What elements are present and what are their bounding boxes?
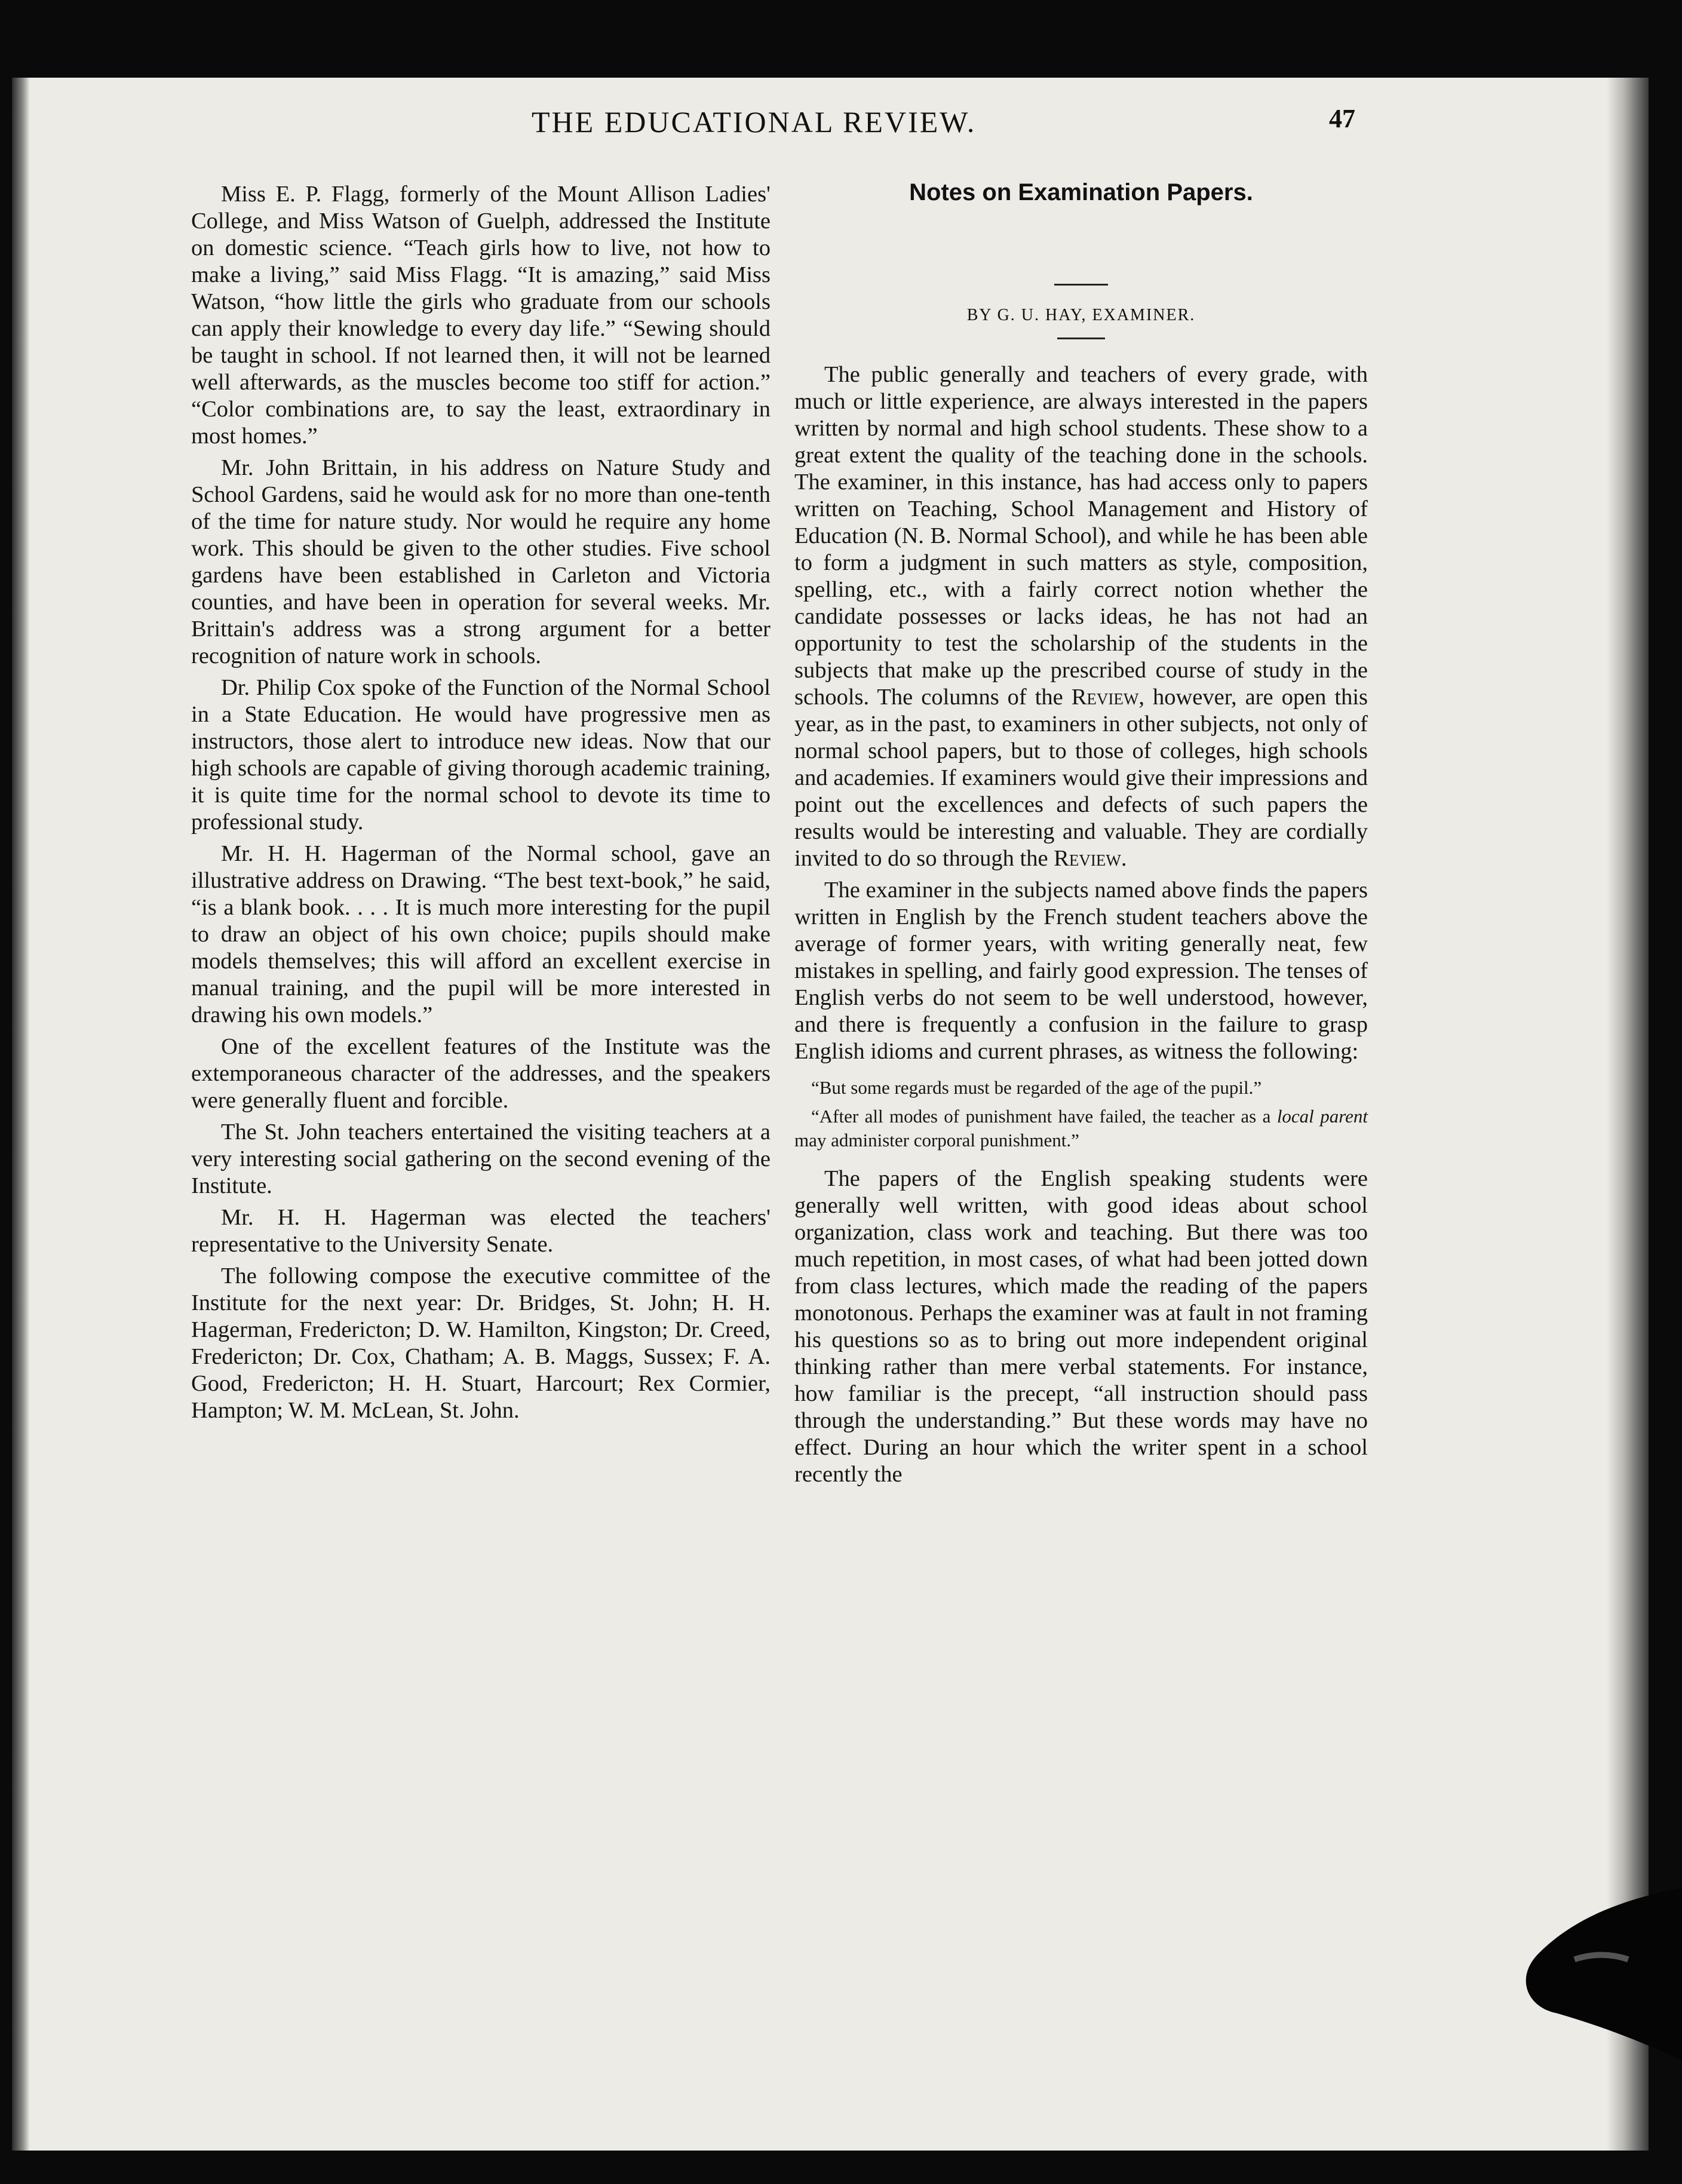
quote-text: “After all modes of punishment have failed, the teacher as a <box>811 1106 1271 1127</box>
paragraph: The St. John teachers entertained the visiting teachers at a very interesting social gathering on the second evening of the Institute. <box>191 1119 771 1198</box>
paragraph: The examiner in the subjects named above finds the papers written in English by the French student teachers above the average of former years, with writing generally neat, few mistakes in spelling, and fairly good expression. The tenses of English verbs do not seem to be well understood, however, and there is frequently a confusion in the failure to grasp English idioms and current phrases, as witness the following: <box>794 878 1368 1064</box>
paragraph: Dr. Philip Cox spoke of the Function of the Normal School in a State Education. He would have progressive men as instructors, those alert to introduce new ideas. Now that our high schools are capable of giving thorough academic training, it is quite time for the normal school to devote its time to professional study. <box>191 675 771 835</box>
paragraph: Mr. H. H. Hagerman of the Normal school, gave an illustrative address on Drawing. “The best text-book,” he said, “is a blank book. . . . It is much more interesting for the pupil to draw an object of his own choice; pupils should make models themselves; this will afford an excellent exercise in manual training, and the pupil will be more interested in drawing his own models.” <box>191 841 771 1027</box>
paragraph-text: The public generally and teachers of every grade, with much or little experience, are always interested in the papers written by normal and high school students. These show to a great extent the quality of the teaching done in the schools. The examiner, in this instance, has had access only to papers written on Teaching, School Management and History of Education (N. B. Normal School), and while he has been able to form a judgment in such matters as style, composition, spelling, etc., with a fairly correct notion whether the candidate possesses or lacks ideas, he has not had an opportunity to test the scholarship of the students in the subjects that make up the prescribed course of study in the schools. The columns of the <box>794 362 1368 710</box>
paragraph: The following compose the executive committee of the Institute for the next year: Dr. Bridges, St. John; H. H. Hagerman, Fredericton; D. W. Hamilton, Kingston; Dr. Creed, Fredericton; Dr. Cox, Chatham; A. B. Maggs, Sussex; F. A. Good, Fredericton; H. H. Stuart, Harcourt; Rex Cormier, Hampton; W. M. McLean, St. John. <box>191 1263 771 1423</box>
paragraph-text: . <box>1121 846 1127 871</box>
journal-title: THE EDUCATIONAL REVIEW. <box>532 105 977 139</box>
quotation: “But some regards must be regarded of the age of the pupil.” <box>811 1077 1262 1098</box>
paragraph <box>794 361 1368 872</box>
paragraph: Mr. John Brittain, in his address on Nature Study and School Gardens, said he would ask for no more than one-tenth of the time for nature study. Nor would he require any home work. This should be given to the other studies. Five school gardens have been established in Carleton and Victoria counties, and have been in operation for several weeks. Mr. Brittain's address was a strong argument for a better recognition of nature work in schools. <box>191 455 771 668</box>
paragraph: The papers of the English speaking students were generally well written, with good ideas about school organization, class work and teaching. But there was too much repetition, in most cases, of what had been jotted down from class lectures, which made the reading of the papers monotonous. Perhaps the examiner was at fault in not framing his questions so as to bring out more independent original thinking rather than mere verbal statements. For instance, how familiar is the precept, “all instruction should pass through the understanding.” But these words may have no effect. During an hour which the writer spent in a school recently the <box>794 1166 1368 1487</box>
running-header <box>0 105 1682 146</box>
quotation <box>794 1105 1368 1152</box>
quote-italic: local parent <box>1276 1106 1368 1127</box>
article-byline: BY G. U. HAY, EXAMINER. <box>966 306 1196 324</box>
paragraph-text: , however, are open this year, as in the past, to examiners in other subjects, not only of normal school papers, but to those of colleges, high schools and academies. If examiners would give their impressions and point out the excellences and defects of such papers the results would be interesting and valuable. They are cordially invited to do so through the <box>794 685 1368 871</box>
book-spine <box>12 78 30 2151</box>
review-word: Review <box>1071 685 1139 710</box>
paragraph: Miss E. P. Flagg, formerly of the Mount Allison Ladies' College, and Miss Watson of Guelph, addressed the Institute on domestic science. “Teach girls how to live, not how to make a living,” said Miss Flagg. “It is amazing,” said Miss Watson, “how little the girls who graduate from our schools can apply their knowledge to every day life.” “Sewing should be taught in school. If not learned then, it will not be learned well afterwards, as the muscles become too stiff for action.” “Color combinations are, to say the least, extraordinary in most homes.” <box>191 182 771 449</box>
left-column <box>191 181 771 1424</box>
paragraph: One of the excellent features of the Institute was the extemporaneous character of the addresses, and the speakers were generally fluent and forcible. <box>191 1034 771 1113</box>
article-title: Notes on Examination Papers. <box>909 179 1253 205</box>
page-number: 47 <box>1329 104 1355 133</box>
right-column <box>794 361 1368 1488</box>
quote-text: may administer corporal punishment.” <box>794 1130 1079 1151</box>
pen-shadow <box>1503 1864 1682 2121</box>
byline-divider <box>1057 338 1105 339</box>
page-edge <box>1607 78 1649 2151</box>
title-divider <box>1054 284 1108 286</box>
paragraph: Mr. H. H. Hagerman was elected the teachers' representative to the University Senate. <box>191 1205 771 1257</box>
review-word: Review <box>1054 846 1121 871</box>
